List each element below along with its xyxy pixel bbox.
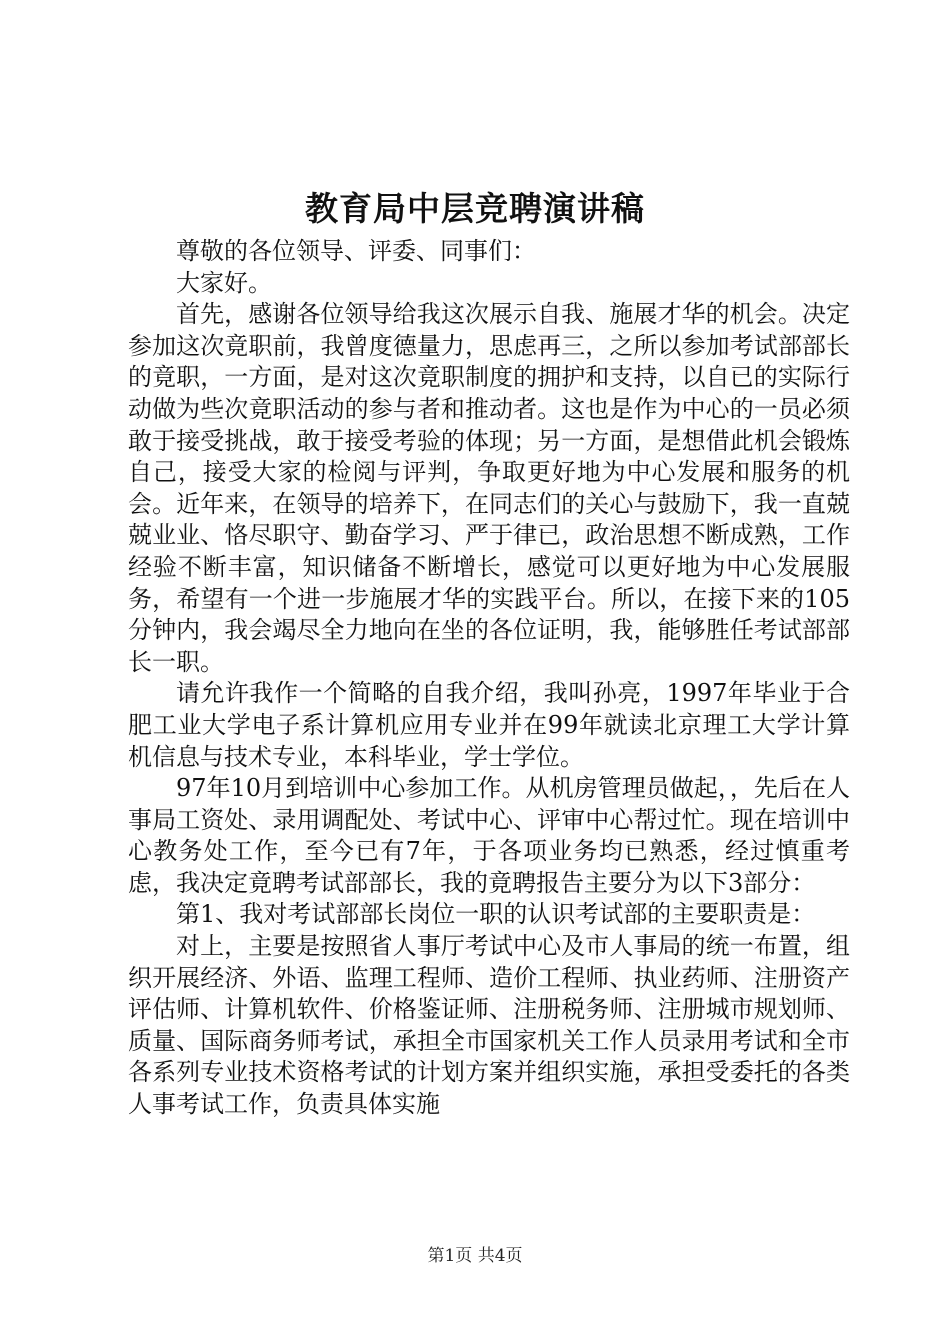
duties-paragraph: 对上，主要是按照省人事厅考试中心及市人事局的统一布置，组织开展经济、外语、监理工程师、造价工程师、执业药师、注册资产评估师、计算机软件、价格鉴证师、注册税务师、注册城市规划师、质量、国际商务师考试，承担全市国家机关工作人员录用考试和全市各系列专业技术资格考试的计划方案并组织实施，承担受委托的各类人事考试工作，负责具体实施 (128, 932, 850, 1119)
document-body (128, 236, 850, 1121)
work-history-paragraph: 97年10月到培训中心参加工作。从机房管理员做起，，先后在人事局工资处、录用调配处、考试中心、评审中心帮过忙。现在培训中心教务处工作，至今已有7年，于各项业务均已熟悉，经过慎重考虑，我决定竟聘考试部部长，我的竟聘报告主要分为以下3部分： (128, 774, 850, 897)
document-title: 教育局中层竞聘演讲稿 (305, 189, 645, 228)
greeting-paragraph: 大家好。 (176, 268, 272, 297)
salutation-paragraph: 尊敬的各位领导、评委、同事们： (176, 237, 536, 265)
opening-paragraph: 首先，感谢各位领导给我这次展示自我、施展才华的机会。决定参加这次竟职前，我曾度德量力，思虑再三，之所以参加考试部部长的竟职，一方面，是对这次竟职制度的拥护和支持，以自已的实际行动做为些次竟职活动的参与者和推动者。这也是作为中心的一员必须敢于接受挑战，敢于接受考验的体现；另一方面，是想借此机会锻炼自己，接受大家的检阅与评判，争取更好地为中心发展和服务的机会。近年来，在领导的培养下，在同志们的关心与鼓励下，我一直兢兢业业、恪尽职守、勤奋学习、严于律已，政治思想不断成熟，工作经验不断丰富，知识储备不断增长，感觉可以更好地为中心发展服务，希望有一个进一步施展才华的实践平台。所以，在接下来的105分钟内，我会竭尽全力地向在坐的各位证明，我，能够胜任考试部部长一职。 (128, 300, 850, 676)
section-one-paragraph: 第1、我对考试部部长岗位一职的认识考试部的主要职责是： (176, 900, 816, 929)
page-footer: 第1页 共4页 (427, 1246, 523, 1266)
self-introduction-paragraph: 请允许我作一个简略的自我介绍，我叫孙亮，1997年毕业于合肥工业大学电子系计算机应用专业并在99年就读北京理工大学计算机信息与技术专业，本科毕业，学士学位。 (128, 679, 850, 771)
